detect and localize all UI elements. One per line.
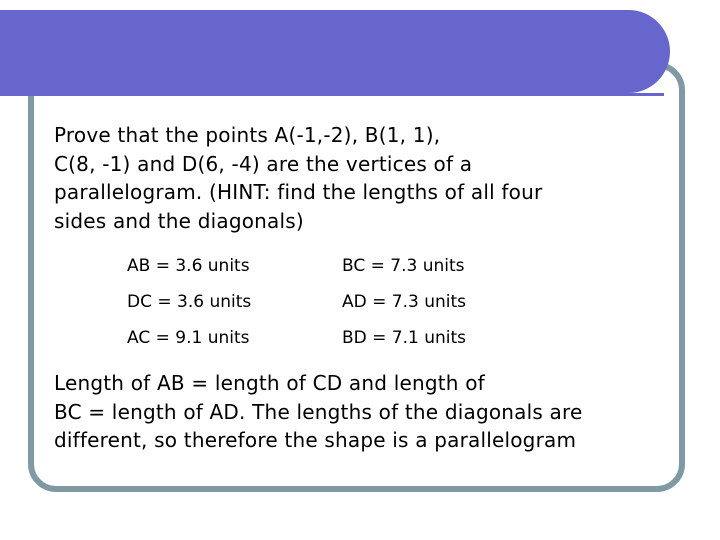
question-line: parallelogram. (HINT: find the lengths of all four bbox=[54, 180, 543, 205]
question-line: Prove that the points A(-1,-2), B(1, 1), bbox=[54, 123, 441, 147]
question-line: C(8, -1) and D(6, -4) are the vertices of a bbox=[54, 151, 473, 176]
result-dc: DC = 3.6 units bbox=[127, 292, 252, 312]
title-banner bbox=[0, 10, 670, 93]
conclusion-text bbox=[54, 369, 583, 455]
banner-underline bbox=[0, 93, 664, 96]
conclusion-line: Length of AB = length of CD and length of bbox=[54, 371, 485, 395]
result-bc: BC = 7.3 units bbox=[342, 256, 465, 276]
conclusion-line: BC = length of AD. The lengths of the diagonals are bbox=[54, 399, 583, 424]
result-ad: AD = 7.3 units bbox=[342, 292, 467, 312]
conclusion-line: different, so therefore the shape is a parallelogram bbox=[54, 428, 577, 453]
question-line: sides and the diagonals) bbox=[54, 209, 304, 234]
result-ac: AC = 9.1 units bbox=[127, 328, 250, 348]
question-text bbox=[54, 121, 542, 236]
result-bd: BD = 7.1 units bbox=[342, 328, 467, 348]
side-lengths-table bbox=[127, 255, 542, 349]
result-ab: AB = 3.6 units bbox=[127, 256, 250, 276]
